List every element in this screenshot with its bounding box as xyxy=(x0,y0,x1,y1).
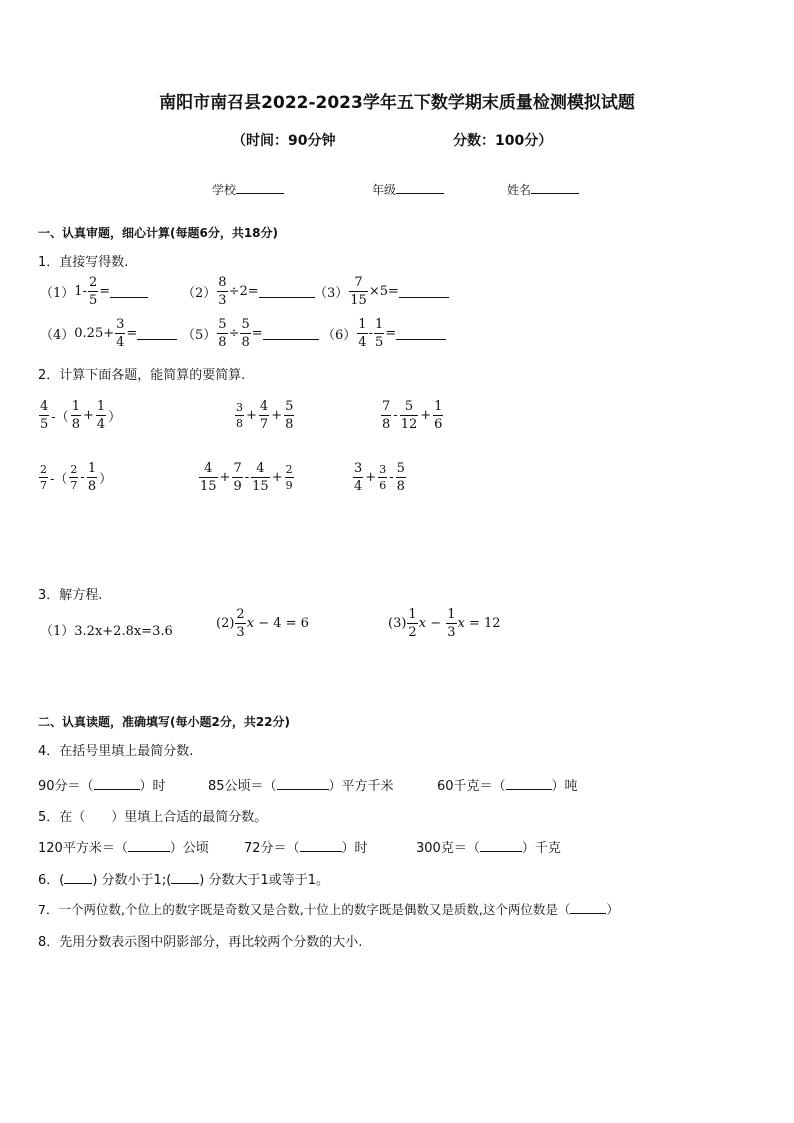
name-label: 姓名 xyxy=(507,183,532,197)
q5-item-b: 72分＝（ ）时 xyxy=(244,841,368,856)
answer-blank[interactable] xyxy=(64,871,92,884)
grade-field xyxy=(372,181,444,198)
q1-item-1: （1） 1- $\frac{2}{5}$ = xyxy=(40,276,148,307)
page-title: 南阳市南召县2022-2023学年五下数学期末质量检测模拟试题 xyxy=(159,93,635,113)
name-field xyxy=(507,181,579,198)
answer-blank[interactable] xyxy=(128,839,170,852)
q4-label: 4．在括号里填上最简分数. xyxy=(38,744,194,759)
q2-expr-5: $\frac{4}{15}$ + $\frac{7}{9}$ - $\frac{4}{15}$ + $\frac{2}{9}$ xyxy=(200,461,293,494)
q1-item-4: （4） 0.25+ $\frac{3}{4}$ = xyxy=(40,318,177,349)
answer-blank[interactable] xyxy=(480,839,522,852)
q6: 6．( ) 分数小于1;( ) 分数大于1或等于1。 xyxy=(38,873,330,888)
q2-expr-4: $\frac{2}{7}$ -（ $\frac{2}{7}$ - $\frac{1}{8}$ ） xyxy=(40,461,113,494)
q4-item-a: 90分＝（ ）时 xyxy=(38,779,166,794)
q1-item-3: （3） $\frac{7}{15}$ ×5= xyxy=(314,276,449,307)
q2-expr-2: $\frac{3}{8}$ + $\frac{4}{7}$ + $\frac{5}{8}$ xyxy=(236,399,294,432)
q3-eq-1: （1）3.2x+2.8x=3.6 xyxy=(40,624,173,639)
q4-item-b: 85公顷＝（ ）平方千米 xyxy=(208,779,394,794)
grade-label: 年级 xyxy=(372,183,397,197)
answer-blank[interactable] xyxy=(110,285,148,298)
q3-label: 3．解方程. xyxy=(38,588,103,603)
answer-blank[interactable] xyxy=(277,777,329,790)
q7: 7．一个两位数,个位上的数字既是奇数又是合数,十位上的数字既是偶数又是质数,这个两位数是（ ） xyxy=(38,902,619,917)
answer-blank[interactable] xyxy=(399,285,449,298)
q1-item-5: （5） $\frac{5}{8}$ ÷ $\frac{5}{8}$ = xyxy=(182,318,319,349)
section1-heading: 一、认真审题，细心计算(每题6分，共18分) xyxy=(38,226,279,240)
answer-blank[interactable] xyxy=(263,327,319,340)
answer-blank[interactable] xyxy=(94,777,140,790)
q1-label: 1．直接写得数. xyxy=(38,255,129,270)
score-label: 分数：100分） xyxy=(453,133,553,149)
q2-expr-1: $\frac{4}{5}$ -（ $\frac{1}{8}$ + $\frac{1}{4}$ ） xyxy=(40,399,122,432)
grade-blank[interactable] xyxy=(396,181,444,194)
name-blank[interactable] xyxy=(531,181,579,194)
q5-item-c: 300克＝（ ）千克 xyxy=(416,841,561,856)
q8-label: 8．先用分数表示图中阴影部分，再比较两个分数的大小. xyxy=(38,935,363,950)
answer-blank[interactable] xyxy=(137,327,177,340)
q2-label: 2．计算下面各题，能简算的要简算. xyxy=(38,368,246,383)
answer-blank[interactable] xyxy=(570,901,606,914)
q3-eq-3: (3) $\frac{1}{2}$ x − $\frac{1}{3}$ x = 12 xyxy=(388,607,501,640)
school-blank[interactable] xyxy=(236,181,284,194)
answer-blank[interactable] xyxy=(506,777,552,790)
answer-blank[interactable] xyxy=(171,871,199,884)
q4-item-c: 60千克＝（ ）吨 xyxy=(437,779,578,794)
q5-label: 5．在（ ）里填上合适的最简分数。 xyxy=(38,810,268,825)
school-field xyxy=(212,181,284,198)
q1-item-2: （2） $\frac{8}{3}$ ÷2= xyxy=(182,276,315,307)
answer-blank[interactable] xyxy=(300,839,342,852)
time-label: （时间：90分钟 xyxy=(232,133,336,149)
answer-blank[interactable] xyxy=(259,285,315,298)
q2-expr-6: $\frac{3}{4}$ + $\frac{3}{6}$ - $\frac{5}{8}$ xyxy=(354,461,405,494)
q5-item-a: 120平方米＝（ ）公顷 xyxy=(38,841,209,856)
q2-expr-3: $\frac{7}{8}$ - $\frac{5}{12}$ + $\frac{1}{6}$ xyxy=(382,399,443,432)
section2-heading: 二、认真读题，准确填写(每小题2分，共22分) xyxy=(38,715,291,729)
q1-item-6: （6） $\frac{1}{4}$ - $\frac{1}{5}$ = xyxy=(322,318,446,349)
school-label: 学校 xyxy=(212,183,237,197)
answer-blank[interactable] xyxy=(396,327,446,340)
q3-eq-2: (2) $\frac{2}{3}$ x − 4 = 6 xyxy=(216,607,309,640)
